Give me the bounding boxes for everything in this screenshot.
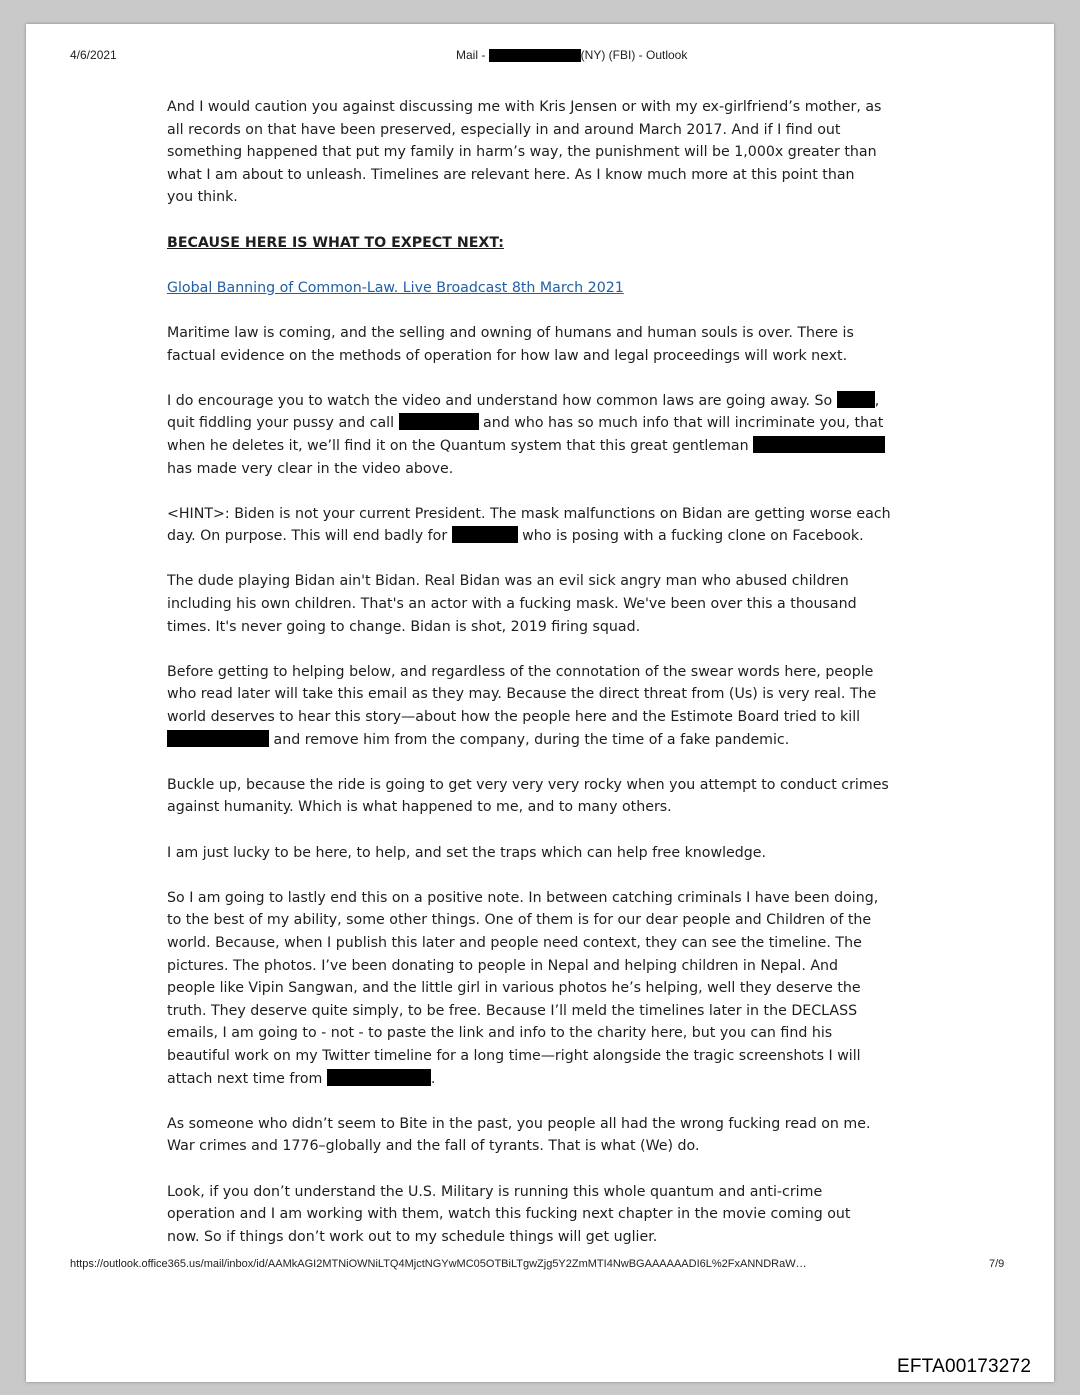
- body-line: when he deletes it, we’ll find it on the Quantum system that this great gentleman: [167, 435, 927, 458]
- body-line: So I am going to lastly end this on a positive note. In between catching criminals I have been doing,: [167, 889, 879, 906]
- body-line: who read later will take this email as they may. Because the direct threat from (Us) is very real. The: [167, 686, 877, 703]
- email-body: [167, 96, 927, 1248]
- body-line: Look, if you don’t understand the U.S. Military is running this whole quantum and anti-crime: [167, 1183, 823, 1200]
- body-line: and remove him from the company, during the time of a fake pandemic.: [167, 729, 927, 752]
- body-line: beautiful work on my Twitter timeline for a long time—right alongside the tragic screenshots I will: [167, 1047, 861, 1064]
- body-line: you think.: [167, 189, 238, 206]
- body-line: against humanity. Which is what happened to me, and to many others.: [167, 799, 672, 816]
- body-line: Before getting to helping below, and regardless of the connotation of the swear words here, people: [167, 663, 874, 680]
- body-line: I do encourage you to watch the video and understand how common laws are going away. So ,: [167, 392, 880, 409]
- body-line: now. So if things don’t work out to my schedule things will get uglier.: [167, 1228, 658, 1245]
- body-line: <HINT>: Biden is not your current President. The mask malfunctions on Bidan are getting worse each: [167, 505, 891, 522]
- redaction-block: [327, 1069, 431, 1086]
- body-line: all records on that have been preserved, especially in and around March 2017. And if I find out: [167, 121, 841, 138]
- body-line: something happened that put my family in harm’s way, the punishment will be 1,000x greater than: [167, 144, 877, 161]
- redaction-block: [399, 413, 479, 430]
- section-heading: BECAUSE HERE IS WHAT TO EXPECT NEXT:: [167, 234, 504, 251]
- body-line: Buckle up, because the ride is going to get very very very rocky when you attempt to conduct crimes: [167, 776, 889, 793]
- body-line: The dude playing Bidan ain't Bidan. Real Bidan was an evil sick angry man who abused children: [167, 573, 849, 590]
- broadcast-link[interactable]: Global Banning of Common-Law. Live Broadcast 8th March 2021: [167, 279, 624, 296]
- body-line: quit fiddling your pussy and call and who has so much info that will incriminate you, that: [167, 415, 884, 432]
- body-line: truth. They deserve quite simply, to be free. Because I’ll meld the timelines later in the DECLASS: [167, 1002, 858, 1019]
- redaction-block: [167, 730, 269, 747]
- redaction-block: [837, 391, 875, 408]
- body-line: As someone who didn’t seem to Bite in the past, you people all had the wrong fucking read on me.: [167, 1115, 871, 1132]
- body-line: people like Vipin Sangwan, and the little girl in various photos he’s helping, well they deserve the: [167, 980, 861, 997]
- body-line: world deserves to hear this story—about how the people here and the Estimote Board tried to kill: [167, 709, 861, 726]
- body-line: War crimes and 1776–globally and the fall of tyrants. That is what (We) do.: [167, 1138, 700, 1155]
- body-line: I am just lucky to be here, to help, and set the traps which can help free knowledge.: [167, 844, 766, 861]
- body-line: And I would caution you against discussing me with Kris Jensen or with my ex-girlfriend’s mother, as: [167, 99, 882, 115]
- body-line: operation and I am working with them, watch this fucking next chapter in the movie coming out: [167, 1206, 851, 1223]
- body-line: world. Because, when I publish this later and people need context, they can see the timeline. The: [167, 934, 862, 951]
- body-line: has made very clear in the video above.: [167, 460, 454, 477]
- redaction-block: [452, 526, 518, 543]
- body-line: what I am about to unleash. Timelines are relevant here. As I know much more at this point than: [167, 166, 855, 183]
- body-line: emails, I am going to - not - to paste the link and info to the charity here, but you can find his: [167, 1025, 833, 1042]
- body-line: pictures. The photos. I’ve been donating to people in Nepal and helping children in Nepal. And: [167, 957, 839, 974]
- redaction-block: [753, 436, 885, 453]
- body-line: factual evidence on the methods of operation for how law and legal proceedings will work next.: [167, 347, 848, 364]
- header-title-prefix: Mail -: [456, 48, 489, 62]
- body-line: attach next time from .: [167, 1070, 436, 1087]
- body-line: Maritime law is coming, and the selling and owning of humans and human souls is over. There is: [167, 324, 854, 341]
- header-date: 4/6/2021: [70, 48, 117, 62]
- body-line: times. It's never going to change. Bidan is shot, 2019 firing squad.: [167, 618, 641, 635]
- body-line: including his own children. That's an actor with a fucking mask. We've been over this a thousand: [167, 596, 857, 613]
- header-title-suffix: (NY) (FBI) - Outlook: [580, 48, 688, 62]
- body-line: to the best of my ability, some other things. One of them is for our dear people and Children of the: [167, 912, 872, 929]
- body-line: day. On purpose. This will end badly for who is posing with a fucking clone on Facebook.: [167, 528, 864, 545]
- header-title: [456, 48, 687, 62]
- footer-url: https://outlook.office365.us/mail/inbox/id/AAMkAGI2MTNiOWNiLTQ4MjctNGYwMC05OTBiLTgwZjg5Y2ZmMTI4NwBGAAAAAADI6L%2FxANNDRaW…: [70, 1258, 807, 1270]
- document-id: EFTA00173272: [897, 1356, 1032, 1377]
- page-number: 7/9: [989, 1258, 1005, 1270]
- redaction-block: [489, 49, 581, 62]
